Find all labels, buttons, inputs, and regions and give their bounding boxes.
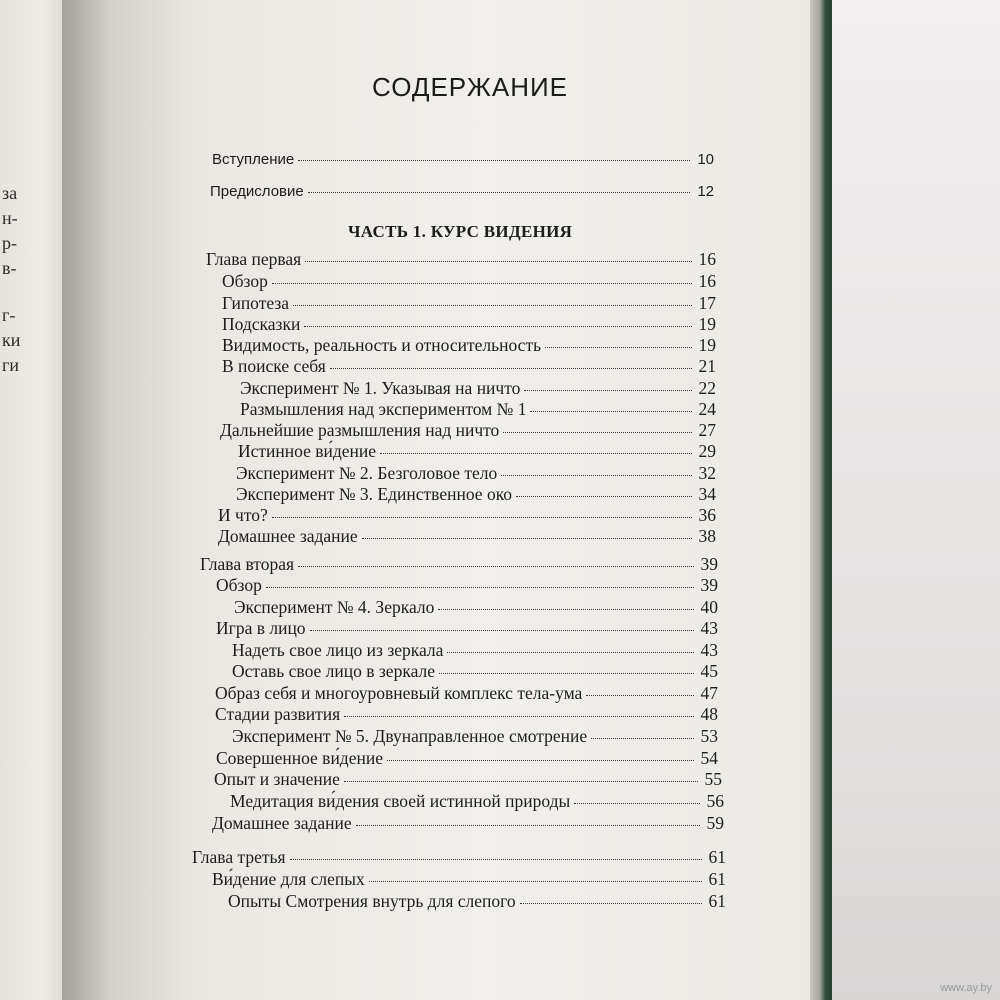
toc-row (206, 251, 716, 271)
toc-page-number: 56 (706, 791, 724, 811)
toc-leader (293, 305, 692, 306)
toc-row (232, 663, 718, 683)
toc-label: Глава третья (192, 847, 286, 867)
toc-leader (439, 673, 694, 674)
toc-page-number: 59 (706, 813, 724, 833)
toc-row (218, 507, 716, 527)
toc-row (220, 422, 716, 442)
toc-row (218, 528, 716, 548)
toc-leader (298, 566, 694, 567)
toc-label: Размышления над экспериментом № 1 (240, 399, 527, 419)
left-page (0, 0, 70, 1000)
toc-label: Эксперимент № 3. Единственное око (236, 484, 513, 504)
toc-leader (356, 825, 700, 826)
toc-row (222, 273, 716, 293)
toc-page-number: 39 (700, 554, 718, 574)
toc-leader (501, 475, 692, 476)
toc-page-number: 27 (698, 420, 716, 440)
toc-row (222, 316, 716, 336)
toc-row (236, 465, 716, 485)
toc-leader (520, 903, 702, 904)
watermark: www.ay.by (940, 982, 992, 994)
toc-leader (266, 587, 694, 588)
toc-page-number: 43 (700, 618, 718, 638)
toc-leader (308, 192, 690, 193)
toc-label: Обзор (216, 575, 262, 595)
toc-label: Глава первая (206, 249, 302, 269)
toc-row (234, 599, 718, 619)
toc-label: Эксперимент № 2. Безголовое тело (236, 463, 498, 483)
page-edge (810, 0, 832, 1000)
toc-label: Игра в лицо (216, 618, 306, 638)
toc-row (222, 295, 716, 315)
toc-label: Предисловие (210, 183, 304, 200)
toc-leader (298, 160, 690, 161)
table-surface (832, 0, 1000, 1000)
toc-row (214, 771, 722, 791)
toc-leader (305, 261, 692, 262)
toc-row (222, 337, 716, 357)
toc-page-number: 34 (698, 484, 716, 504)
toc-row-front-preface (210, 184, 714, 204)
toc-label: Обзор (222, 271, 268, 291)
toc-page-number: 19 (698, 335, 716, 355)
toc-page-number: 24 (698, 399, 716, 419)
toc-label: Гипотеза (222, 293, 290, 313)
left-page-fragment: р- (2, 233, 17, 253)
toc-page-number: 40 (700, 597, 718, 617)
left-page-fragment: за (2, 183, 18, 203)
toc-page-number: 61 (708, 869, 726, 889)
toc-label: Опыт и значение (214, 769, 340, 789)
toc-page-number: 55 (704, 769, 722, 789)
toc-page-number: 61 (708, 891, 726, 911)
page-title: СОДЕРЖАНИЕ (372, 72, 569, 102)
toc-page-number: 16 (698, 271, 716, 291)
toc-page-number: 16 (698, 249, 716, 269)
toc-label: Глава вторая (200, 554, 295, 574)
toc-page-number: 43 (700, 640, 718, 660)
toc-page-number: 21 (698, 356, 716, 376)
toc-leader (272, 283, 692, 284)
toc-label: Видимость, реальность и относительность (222, 335, 542, 355)
toc-leader (310, 630, 694, 631)
toc-row (215, 706, 718, 726)
toc-leader (545, 347, 692, 348)
toc-page-number: 48 (700, 704, 718, 724)
toc-leader (438, 609, 694, 610)
toc-page-number: 22 (698, 378, 716, 398)
toc-label: Стадии развития (215, 704, 341, 724)
toc-leader (524, 390, 692, 391)
toc-page-number: 61 (708, 847, 726, 867)
toc-row (216, 620, 718, 640)
toc-row (215, 685, 718, 705)
toc-leader (447, 652, 694, 653)
toc-label: Надеть свое лицо из зеркала (232, 640, 444, 660)
toc-row (232, 642, 718, 662)
toc-leader (574, 803, 700, 804)
toc-leader (272, 517, 692, 518)
toc-row-front-intro (212, 152, 714, 172)
toc-leader (330, 368, 692, 369)
toc-row (240, 380, 716, 400)
toc-page-number: 39 (700, 575, 718, 595)
toc-leader (503, 432, 692, 433)
toc-page-number: 10 (697, 151, 714, 168)
toc-row (212, 815, 724, 835)
toc-label: Оставь свое лицо в зеркале (232, 661, 435, 681)
toc-label: Дальнейшие размышления над ничто (220, 420, 500, 440)
toc-leader (591, 738, 694, 739)
toc-leader (380, 453, 692, 454)
toc-leader (530, 411, 692, 412)
toc-row (236, 486, 716, 506)
toc-page-number: 32 (698, 463, 716, 483)
toc-label: Эксперимент № 4. Зеркало (234, 597, 435, 617)
left-page-fragment: в- (2, 258, 17, 278)
toc-row (240, 401, 716, 421)
toc-leader (362, 538, 692, 539)
toc-label: Ви́дение для слепых (212, 869, 365, 889)
toc-label: Совершенное ви́дение (216, 748, 383, 768)
toc-label: Эксперимент № 5. Двунаправленное смотрение (232, 726, 588, 746)
toc-leader (290, 859, 702, 860)
toc-row (216, 750, 718, 770)
toc-leader (304, 326, 692, 327)
toc-label: Вступление (212, 151, 295, 168)
toc-label: Домашнее задание (212, 813, 352, 833)
toc-page-number: 47 (700, 683, 718, 703)
toc-page-number: 29 (698, 441, 716, 461)
toc-label: Подсказки (222, 314, 301, 334)
toc-row (222, 358, 716, 378)
left-page-fragment: н- (2, 208, 18, 228)
toc-leader (387, 760, 694, 761)
toc-row (192, 849, 726, 869)
toc-page-number: 17 (698, 293, 716, 313)
toc-page-number: 19 (698, 314, 716, 334)
toc-leader (344, 716, 694, 717)
toc-label: Эксперимент № 1. Указывая на ничто (240, 378, 521, 398)
toc-label: Образ себя и многоуровневый комплекс тела-ума (215, 683, 583, 703)
toc-leader (586, 695, 694, 696)
toc-label: В поиске себя (222, 356, 326, 376)
toc-row (212, 871, 726, 891)
toc-label: Истинное ви́дение (238, 441, 377, 461)
toc-row (228, 893, 726, 913)
toc-page-number: 36 (698, 505, 716, 525)
part-heading: ЧАСТЬ 1. КУРС ВИДЕНИЯ (348, 222, 573, 241)
toc-row (216, 577, 718, 597)
left-page-fragment: ги (2, 355, 20, 375)
toc-leader (369, 881, 702, 882)
toc-row (232, 728, 718, 748)
toc-page-number: 38 (698, 526, 716, 546)
toc-leader (344, 781, 698, 782)
toc-page-number: 53 (700, 726, 718, 746)
toc-label: Опыты Смотрения внутрь для слепого (228, 891, 516, 911)
toc-row (238, 443, 716, 463)
left-page-fragment: г- (2, 305, 16, 325)
toc-label: Медитация ви́дения своей истинной природы (230, 791, 571, 811)
toc-row (200, 556, 718, 576)
toc-label: Домашнее задание (218, 526, 358, 546)
toc-row (230, 793, 724, 813)
toc-label: И что? (218, 505, 268, 525)
toc-leader (516, 496, 692, 497)
toc-page-number: 54 (700, 748, 718, 768)
toc-page-number: 12 (697, 183, 714, 200)
left-page-fragment: ки (2, 330, 21, 350)
toc-page-number: 45 (700, 661, 718, 681)
